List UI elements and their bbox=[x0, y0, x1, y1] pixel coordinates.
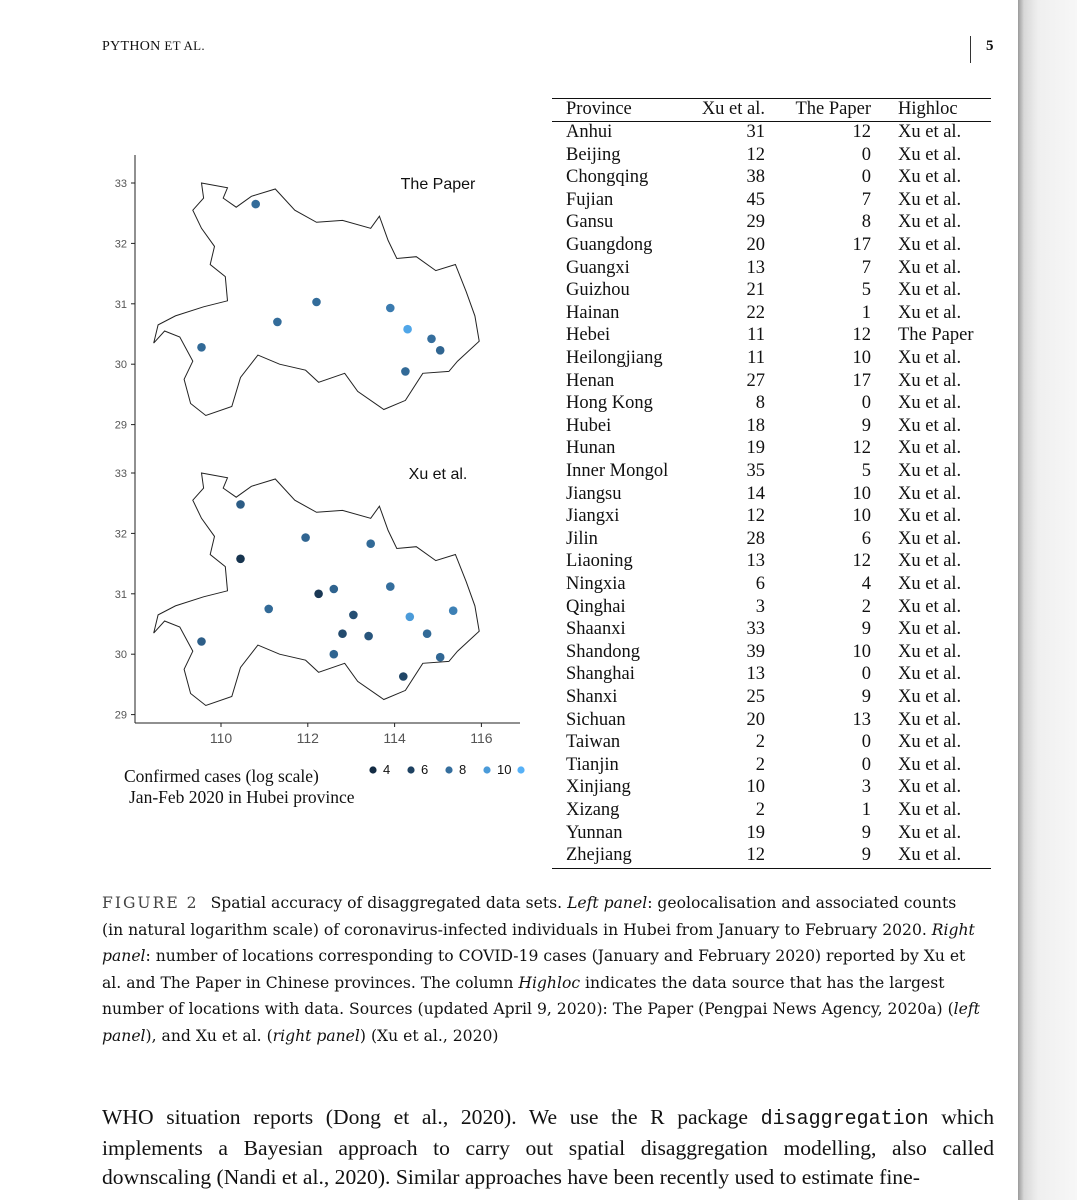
cell-province: Taiwan bbox=[566, 732, 621, 753]
cell-province: Qinghai bbox=[566, 596, 626, 617]
cell-highloc: Xu et al. bbox=[898, 687, 962, 707]
cell-paper: 9 bbox=[861, 415, 871, 436]
cell-province: Fujian bbox=[566, 189, 614, 210]
y-tick-label: 29 bbox=[114, 709, 127, 722]
y-tick-label: 33 bbox=[114, 178, 127, 190]
cell-xu: 21 bbox=[746, 280, 765, 301]
hubei-map-figure bbox=[110, 150, 530, 810]
cell-highloc: Xu et al. bbox=[898, 777, 962, 798]
page-number: 5 bbox=[986, 38, 994, 54]
cell-province: Zhejiang bbox=[566, 845, 632, 866]
data-point bbox=[330, 585, 339, 594]
legend-dot bbox=[483, 766, 490, 773]
table-row bbox=[552, 483, 991, 506]
table-row bbox=[552, 121, 991, 144]
cell-xu: 22 bbox=[746, 302, 765, 323]
cell-highloc: Xu et al. bbox=[898, 348, 962, 368]
table-row bbox=[552, 731, 991, 754]
map-panels bbox=[115, 176, 479, 722]
cell-paper: 10 bbox=[852, 483, 871, 504]
table-row bbox=[552, 392, 991, 415]
cell-province: Anhui bbox=[566, 122, 613, 142]
data-point bbox=[403, 325, 412, 334]
cell-paper: 12 bbox=[852, 122, 871, 142]
page-edge-shadow bbox=[1018, 0, 1077, 1200]
data-point bbox=[349, 611, 358, 620]
cell-xu: 29 bbox=[746, 212, 765, 233]
legend-title-line-2: Jan-Feb 2020 in Hubei province bbox=[129, 787, 355, 807]
cell-highloc: Xu et al. bbox=[898, 280, 962, 301]
cell-xu: 25 bbox=[746, 687, 765, 707]
cell-highloc: Xu et al. bbox=[898, 732, 962, 753]
data-point bbox=[273, 318, 282, 327]
table-row bbox=[552, 505, 991, 528]
map-panel bbox=[115, 176, 479, 432]
cell-province: Heilongjiang bbox=[566, 348, 663, 368]
cell-xu: 35 bbox=[746, 461, 765, 481]
map-legend bbox=[369, 762, 524, 777]
data-point bbox=[366, 539, 375, 548]
column-header-xu: Xu et al. bbox=[701, 99, 765, 119]
cell-province: Shanghai bbox=[566, 664, 635, 685]
cell-province: Jiangxi bbox=[566, 506, 620, 527]
y-tick-label: 29 bbox=[114, 419, 127, 432]
running-head-suffix: ET AL. bbox=[164, 38, 205, 53]
cell-paper: 4 bbox=[861, 574, 871, 594]
cell-paper: 13 bbox=[852, 709, 871, 730]
data-point bbox=[264, 605, 273, 614]
map-panel bbox=[115, 466, 479, 722]
cell-province: Gansu bbox=[566, 212, 614, 233]
cell-highloc: Xu et al. bbox=[898, 822, 962, 843]
column-header-highloc: Highloc bbox=[898, 99, 958, 119]
legend-title-line-1: Confirmed cases (log scale) bbox=[124, 766, 319, 786]
cell-xu: 27 bbox=[746, 370, 765, 391]
cell-province: Guizhou bbox=[566, 280, 630, 301]
cell-paper: 8 bbox=[861, 212, 871, 233]
cell-paper: 0 bbox=[861, 393, 871, 414]
cell-highloc: Xu et al. bbox=[898, 189, 962, 210]
table-row bbox=[552, 573, 991, 596]
table-row bbox=[552, 257, 991, 280]
cell-paper: 10 bbox=[852, 641, 871, 662]
cell-province: Beijing bbox=[566, 144, 621, 165]
cell-xu: 38 bbox=[746, 167, 765, 188]
data-point bbox=[236, 500, 245, 509]
cell-xu: 10 bbox=[746, 777, 765, 798]
cell-highloc: Xu et al. bbox=[898, 641, 962, 662]
y-tick-label: 32 bbox=[114, 528, 127, 541]
cell-province: Sichuan bbox=[566, 709, 626, 730]
cell-xu: 12 bbox=[746, 144, 765, 165]
cell-xu: 13 bbox=[746, 257, 765, 278]
cell-paper: 12 bbox=[852, 551, 871, 572]
cell-highloc: Xu et al. bbox=[898, 302, 962, 323]
cell-highloc: Xu et al. bbox=[898, 664, 962, 685]
cell-xu: 19 bbox=[746, 822, 765, 843]
table-row bbox=[552, 460, 991, 483]
cell-paper: 17 bbox=[852, 370, 871, 391]
x-tick-label: 112 bbox=[296, 730, 319, 746]
cell-paper: 1 bbox=[861, 800, 871, 820]
body-text: which implements a Bayesian approach to carry out spatial disaggregation modelling, also called downscaling (Nandi et al., 2020). Similar approaches have been recently used to estimate fine- bbox=[102, 1105, 994, 1189]
cell-paper: 0 bbox=[861, 144, 871, 165]
x-tick-label: 110 bbox=[209, 730, 233, 746]
table-row bbox=[552, 844, 991, 867]
table-row bbox=[552, 528, 991, 551]
cell-paper: 2 bbox=[861, 596, 871, 617]
table-row bbox=[552, 618, 991, 641]
table-row bbox=[552, 776, 991, 799]
cell-highloc: Xu et al. bbox=[898, 461, 962, 481]
cell-highloc: Xu et al. bbox=[898, 551, 962, 572]
caption-text: : geolocalisation and associated counts (in natural logarithm scale) of coronavirus-infected individuals in Hubei from January to February 2020. bbox=[102, 894, 957, 939]
cell-highloc: Xu et al. bbox=[898, 257, 962, 278]
caption-left-panel: left panel bbox=[102, 1000, 980, 1045]
cell-paper: 0 bbox=[861, 167, 871, 188]
table-row bbox=[552, 709, 991, 732]
legend-title bbox=[124, 766, 355, 808]
cell-province: Xizang bbox=[566, 800, 620, 820]
cell-province: Shandong bbox=[566, 641, 640, 662]
cell-highloc: Xu et al. bbox=[898, 122, 962, 142]
cell-highloc: Xu et al. bbox=[898, 144, 962, 165]
header-divider bbox=[970, 36, 971, 63]
data-point bbox=[236, 555, 245, 564]
table-row bbox=[552, 754, 991, 777]
y-tick-label: 32 bbox=[114, 238, 127, 251]
cell-province: Inner Mongol bbox=[566, 461, 669, 481]
cell-province: Liaoning bbox=[566, 551, 633, 572]
package-name: disaggregation bbox=[760, 1108, 929, 1131]
table-row bbox=[552, 822, 991, 845]
table-row bbox=[552, 370, 991, 393]
cell-paper: 0 bbox=[861, 732, 871, 753]
cell-xu: 11 bbox=[747, 348, 765, 368]
caption-right-panel: Right panel bbox=[102, 920, 975, 965]
cell-xu: 45 bbox=[746, 189, 765, 210]
table-row bbox=[552, 166, 991, 189]
data-point bbox=[364, 632, 373, 641]
cell-paper: 12 bbox=[852, 325, 871, 346]
cell-province: Jiangsu bbox=[566, 483, 622, 504]
body-paragraph bbox=[102, 1103, 994, 1192]
table-row bbox=[552, 437, 991, 460]
cell-paper: 10 bbox=[852, 348, 871, 368]
cell-paper: 9 bbox=[861, 619, 871, 640]
cell-xu: 13 bbox=[746, 551, 765, 572]
cell-province: Hubei bbox=[566, 415, 612, 436]
data-point bbox=[399, 672, 408, 681]
cell-highloc: Xu et al. bbox=[898, 754, 962, 775]
cell-paper: 1 bbox=[861, 302, 871, 323]
cell-highloc: Xu et al. bbox=[898, 574, 962, 594]
cell-highloc: Xu et al. bbox=[898, 212, 962, 233]
cell-paper: 7 bbox=[861, 189, 871, 210]
table-bottom-rule bbox=[552, 868, 991, 869]
y-tick-label: 31 bbox=[114, 298, 127, 311]
cell-paper: 9 bbox=[861, 845, 871, 866]
cell-xu: 20 bbox=[746, 709, 765, 730]
cell-highloc: Xu et al. bbox=[898, 415, 962, 436]
cell-xu: 3 bbox=[755, 596, 765, 617]
x-tick-label: 114 bbox=[383, 730, 406, 746]
data-point bbox=[197, 343, 206, 352]
data-point bbox=[423, 629, 432, 638]
cell-highloc: Xu et al. bbox=[898, 370, 962, 391]
table-row bbox=[552, 663, 991, 686]
running-head bbox=[102, 38, 205, 55]
cell-province: Yunnan bbox=[566, 822, 623, 843]
cell-province: Hainan bbox=[566, 302, 620, 323]
cell-paper: 9 bbox=[861, 687, 871, 707]
caption-right-panel: right panel bbox=[272, 1026, 360, 1045]
cell-highloc: Xu et al. bbox=[898, 393, 962, 414]
legend-value: 10 bbox=[497, 762, 512, 777]
caption-left-panel: Left panel bbox=[567, 894, 648, 912]
legend-dot bbox=[445, 766, 452, 773]
legend-value: 4 bbox=[383, 762, 391, 777]
panel-label: Xu et al. bbox=[408, 466, 468, 483]
x-axis-ticks bbox=[210, 723, 493, 746]
column-header-province: Province bbox=[566, 99, 632, 119]
cell-xu: 2 bbox=[755, 754, 765, 775]
cell-province: Ningxia bbox=[566, 574, 626, 594]
cell-province: Hunan bbox=[566, 438, 616, 459]
cell-xu: 28 bbox=[746, 528, 765, 549]
data-point bbox=[401, 367, 410, 376]
table-row bbox=[552, 799, 991, 822]
cell-xu: 2 bbox=[755, 732, 765, 753]
y-tick-label: 30 bbox=[114, 649, 127, 662]
y-tick-label: 30 bbox=[114, 359, 127, 372]
caption-text: ), and Xu et al. ( bbox=[145, 1026, 273, 1045]
cell-highloc: Xu et al. bbox=[898, 167, 962, 188]
cell-province: Guangdong bbox=[566, 235, 653, 255]
cell-paper: 3 bbox=[861, 777, 871, 798]
cell-highloc: Xu et al. bbox=[898, 506, 962, 527]
cell-xu: 31 bbox=[746, 122, 765, 142]
cell-highloc: The Paper bbox=[898, 325, 974, 346]
table-row bbox=[552, 302, 991, 325]
cell-highloc: Xu et al. bbox=[898, 845, 962, 866]
table-header-row bbox=[552, 98, 991, 121]
cell-xu: 6 bbox=[755, 574, 765, 594]
cell-highloc: Xu et al. bbox=[898, 596, 962, 617]
table-row bbox=[552, 686, 991, 709]
cell-province: Tianjin bbox=[566, 754, 619, 775]
cell-xu: 18 bbox=[746, 415, 765, 436]
x-tick-label: 116 bbox=[470, 730, 493, 746]
table-row bbox=[552, 641, 991, 664]
data-point bbox=[436, 346, 445, 355]
cell-paper: 5 bbox=[861, 461, 871, 481]
table-row bbox=[552, 415, 991, 438]
cell-paper: 12 bbox=[852, 438, 871, 459]
data-point bbox=[330, 650, 339, 659]
table-row bbox=[552, 211, 991, 234]
table-row bbox=[552, 324, 991, 347]
table-row bbox=[552, 189, 991, 212]
caption-text: Spatial accuracy of disaggregated data sets. bbox=[210, 894, 568, 912]
cell-xu: 2 bbox=[755, 800, 765, 820]
map-axes bbox=[135, 155, 520, 723]
figure-caption bbox=[102, 890, 982, 1049]
table-row bbox=[552, 234, 991, 257]
cell-xu: 11 bbox=[747, 325, 765, 346]
cell-province: Xinjiang bbox=[566, 777, 631, 798]
cell-xu: 20 bbox=[746, 235, 765, 255]
cell-xu: 33 bbox=[746, 619, 765, 640]
data-point bbox=[197, 637, 206, 646]
cell-xu: 13 bbox=[746, 664, 765, 685]
cell-highloc: Xu et al. bbox=[898, 619, 962, 640]
column-header-paper: The Paper bbox=[795, 99, 871, 119]
legend-dot bbox=[369, 766, 376, 773]
cell-paper: 7 bbox=[861, 257, 871, 278]
cell-paper: 0 bbox=[861, 664, 871, 685]
data-point bbox=[436, 653, 445, 662]
figure-label: FIGURE 2 bbox=[102, 894, 199, 912]
cell-province: Shaanxi bbox=[566, 619, 626, 640]
cell-xu: 14 bbox=[746, 483, 765, 504]
cell-province: Hong Kong bbox=[566, 393, 653, 414]
cell-highloc: Xu et al. bbox=[898, 528, 962, 549]
data-point bbox=[427, 335, 436, 344]
table-row bbox=[552, 144, 991, 167]
cell-xu: 19 bbox=[746, 438, 765, 459]
data-point bbox=[338, 629, 347, 638]
cell-highloc: Xu et al. bbox=[898, 483, 962, 504]
caption-highloc: Highloc bbox=[518, 973, 581, 992]
caption-text: indicates the data source that has the largest number of locations with data. Sources (updated April 9, 2020): The Paper (Pengpai News Agency, 2020a) ( bbox=[102, 973, 954, 1018]
cell-xu: 12 bbox=[746, 845, 765, 866]
legend-dot bbox=[517, 766, 524, 773]
cell-xu: 39 bbox=[746, 641, 765, 662]
caption-text: ) (Xu et al., 2020) bbox=[359, 1026, 499, 1045]
table-row bbox=[552, 550, 991, 573]
cell-province: Shanxi bbox=[566, 687, 618, 707]
data-point bbox=[301, 533, 310, 542]
data-point bbox=[251, 200, 260, 209]
panel-label: The Paper bbox=[400, 176, 476, 193]
cell-province: Jilin bbox=[566, 528, 598, 549]
cell-paper: 6 bbox=[861, 528, 871, 549]
body-text: WHO situation reports (Dong et al., 2020). We use the R package bbox=[102, 1105, 761, 1129]
cell-province: Guangxi bbox=[566, 257, 630, 278]
cell-xu: 8 bbox=[755, 393, 765, 414]
legend-value: 6 bbox=[421, 762, 429, 777]
cell-highloc: Xu et al. bbox=[898, 709, 962, 730]
legend-value: 8 bbox=[459, 762, 467, 777]
cell-highloc: Xu et al. bbox=[898, 800, 962, 820]
data-point bbox=[449, 606, 458, 615]
cell-paper: 5 bbox=[861, 280, 871, 301]
data-point bbox=[312, 298, 321, 307]
data-point bbox=[386, 304, 395, 313]
cell-highloc: Xu et al. bbox=[898, 235, 962, 255]
table-row bbox=[552, 279, 991, 302]
cell-highloc: Xu et al. bbox=[898, 438, 962, 459]
y-tick-label: 33 bbox=[114, 468, 127, 480]
caption-text: : number of locations corresponding to COVID-19 cases (January and February 2020) reported by Xu et al. and The Paper in Chinese provinces. The column bbox=[102, 947, 966, 992]
cell-province: Henan bbox=[566, 370, 615, 391]
table-row bbox=[552, 347, 991, 370]
data-point bbox=[406, 613, 415, 622]
y-tick-label: 31 bbox=[114, 588, 127, 601]
legend-dot bbox=[407, 766, 414, 773]
cell-paper: 0 bbox=[861, 754, 871, 775]
cell-paper: 17 bbox=[852, 235, 871, 255]
table-row bbox=[552, 596, 991, 619]
data-point bbox=[386, 582, 395, 591]
cell-province: Hebei bbox=[566, 325, 611, 346]
cell-province: Chongqing bbox=[566, 167, 649, 188]
hubei-outline bbox=[154, 473, 480, 706]
cell-paper: 9 bbox=[861, 822, 871, 843]
cell-xu: 12 bbox=[746, 506, 765, 527]
running-head-author: PYTHON bbox=[102, 39, 161, 54]
data-point bbox=[314, 590, 323, 599]
cell-paper: 10 bbox=[852, 506, 871, 527]
